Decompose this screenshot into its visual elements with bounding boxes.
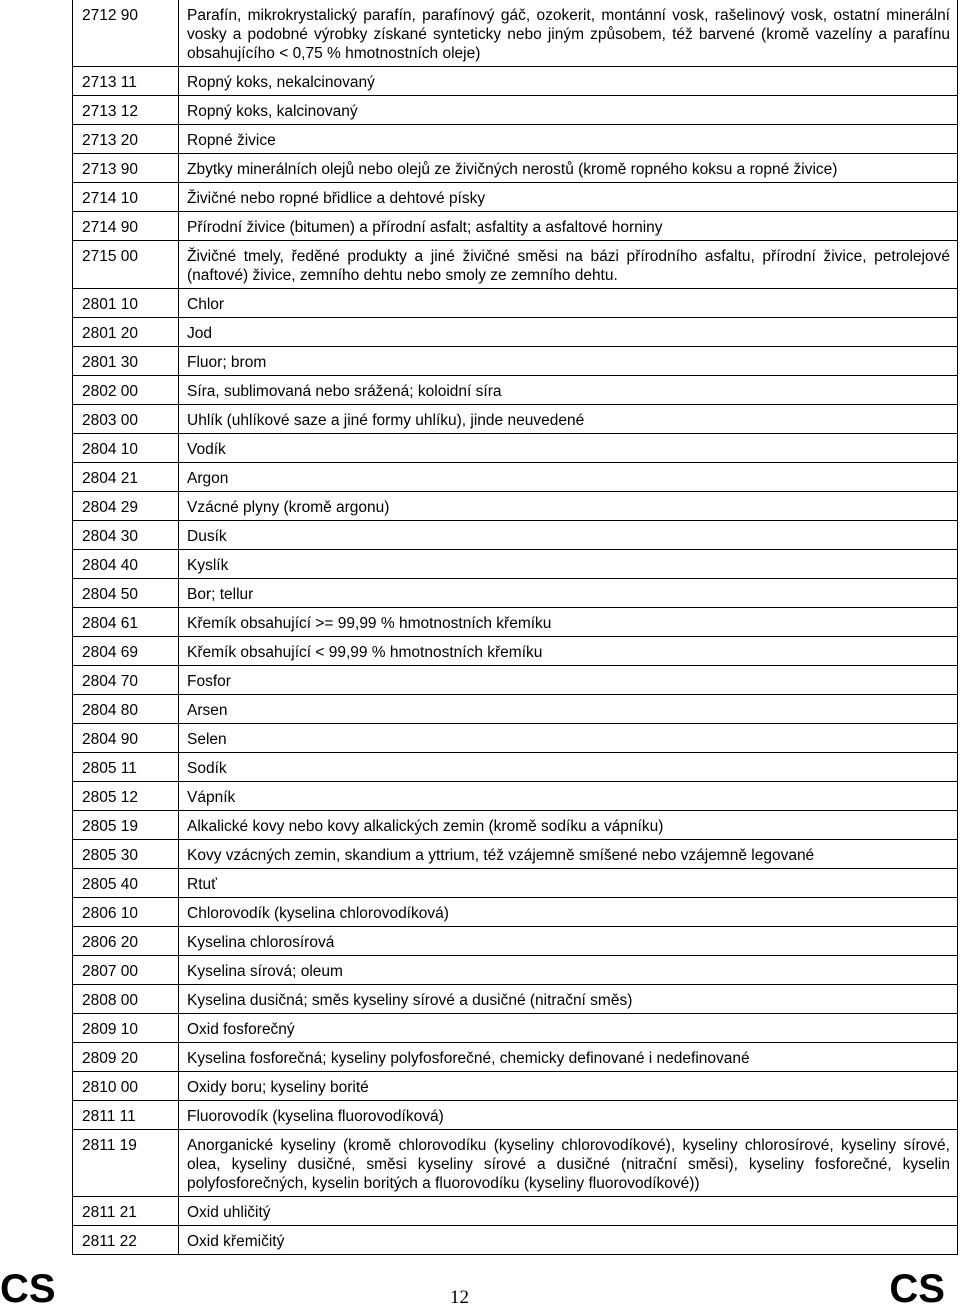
table-row [73,579,958,608]
table-row [73,666,958,695]
table-row [73,241,958,289]
code-cell: 2801 20 [73,318,179,347]
code-cell: 2804 21 [73,463,179,492]
table-row [73,521,958,550]
description-cell: Vzácné plyny (kromě argonu) [179,492,958,521]
code-cell: 2810 00 [73,1072,179,1101]
language-mark-right: CS [889,1267,945,1311]
description-cell: Alkalické kovy nebo kovy alkalických zemin (kromě sodíku a vápníku) [179,811,958,840]
table-row [73,753,958,782]
description-cell: Oxid křemičitý [179,1226,958,1255]
table-row [73,289,958,318]
table-row [73,1130,958,1197]
code-cell: 2803 00 [73,405,179,434]
table-row [73,1197,958,1226]
description-cell: Dusík [179,521,958,550]
code-cell: 2804 80 [73,695,179,724]
code-cell: 2715 00 [73,241,179,289]
code-cell: 2802 00 [73,376,179,405]
description-cell: Vápník [179,782,958,811]
code-cell: 2811 21 [73,1197,179,1226]
code-cell: 2804 90 [73,724,179,753]
code-cell: 2811 11 [73,1101,179,1130]
code-cell: 2811 22 [73,1226,179,1255]
description-cell: Křemík obsahující >= 99,99 % hmotnostních křemíku [179,608,958,637]
description-cell: Křemík obsahující < 99,99 % hmotnostních křemíku [179,637,958,666]
description-cell: Oxid fosforečný [179,1014,958,1043]
table-row [73,67,958,96]
table-row [73,96,958,125]
description-cell: Živičné nebo ropné břidlice a dehtové písky [179,183,958,212]
description-cell: Fosfor [179,666,958,695]
table-row [73,550,958,579]
table-row [73,1043,958,1072]
description-cell: Anorganické kyseliny (kromě chlorovodíku (kyseliny chlorovodíkové), kyseliny chlorosírové, kyseliny sírové, olea, kyseliny dusičné, směsi kyseliny sírové a dusičné (nitrační směsi), kyseliny fosforečné, kyselin polyfosforečných, kyselin boritých a fluorovodíku (kyseliny fluorovodíkové)) [179,1130,958,1197]
code-cell: 2804 70 [73,666,179,695]
table-row [73,434,958,463]
page-number: 12 [450,1287,469,1308]
table-row [73,0,958,67]
description-cell: Argon [179,463,958,492]
table-row [73,405,958,434]
description-cell: Jod [179,318,958,347]
table-row [73,724,958,753]
table-row [73,1014,958,1043]
code-cell: 2804 69 [73,637,179,666]
table-body [73,0,958,1255]
table-row [73,1226,958,1255]
table-row [73,869,958,898]
description-cell: Živičné tmely, ředěné produkty a jiné živičné směsi na bázi přírodního asfaltu, přírodní živice, petrolejové (naftové) živice, zemního dehtu nebo smoly ze zemního dehtu. [179,241,958,289]
table-row [73,637,958,666]
code-cell: 2806 10 [73,898,179,927]
table-row [73,695,958,724]
description-cell: Ropný koks, nekalcinovaný [179,67,958,96]
table-row [73,782,958,811]
table-row [73,318,958,347]
code-cell: 2804 29 [73,492,179,521]
table-row [73,463,958,492]
description-cell: Kyselina fosforečná; kyseliny polyfosforečné, chemicky definované i nedefinované [179,1043,958,1072]
description-cell: Rtuť [179,869,958,898]
code-cell: 2805 12 [73,782,179,811]
description-cell: Ropný koks, kalcinovaný [179,96,958,125]
table-row [73,898,958,927]
code-cell: 2806 20 [73,927,179,956]
description-cell: Selen [179,724,958,753]
tariff-code-table [72,0,958,1255]
description-cell: Přírodní živice (bitumen) a přírodní asfalt; asfaltity a asfaltové horniny [179,212,958,241]
code-cell: 2804 61 [73,608,179,637]
description-cell: Vodík [179,434,958,463]
description-cell: Parafín, mikrokrystalický parafín, parafínový gáč, ozokerit, montánní vosk, rašelinový vosk, ostatní minerální vosky a podobné výrobky získané synteticky nebo jiným způsobem, též barvené (kromě vazelíny a parafínu obsahujícího < 0,75 % hmotnostních oleje) [179,0,958,67]
description-cell: Fluorovodík (kyselina fluorovodíková) [179,1101,958,1130]
table-row [73,840,958,869]
table-row [73,125,958,154]
code-cell: 2712 90 [73,0,179,67]
language-mark-left: CS [0,1267,56,1311]
description-cell: Arsen [179,695,958,724]
description-cell: Oxid uhličitý [179,1197,958,1226]
table-row [73,811,958,840]
table-row [73,956,958,985]
table-row [73,347,958,376]
code-cell: 2805 19 [73,811,179,840]
code-cell: 2809 10 [73,1014,179,1043]
code-cell: 2714 90 [73,212,179,241]
description-cell: Kyselina sírová; oleum [179,956,958,985]
code-cell: 2809 20 [73,1043,179,1072]
code-cell: 2714 10 [73,183,179,212]
code-cell: 2811 19 [73,1130,179,1197]
code-cell: 2713 12 [73,96,179,125]
description-cell: Chlor [179,289,958,318]
description-cell: Kyselina dusičná; směs kyseliny sírové a dusičné (nitrační směs) [179,985,958,1014]
description-cell: Chlorovodík (kyselina chlorovodíková) [179,898,958,927]
code-cell: 2808 00 [73,985,179,1014]
description-cell: Ropné živice [179,125,958,154]
description-cell: Sodík [179,753,958,782]
description-cell: Bor; tellur [179,579,958,608]
code-cell: 2804 30 [73,521,179,550]
description-cell: Kyslík [179,550,958,579]
table-row [73,1072,958,1101]
code-cell: 2713 11 [73,67,179,96]
description-cell: Kyselina chlorosírová [179,927,958,956]
code-cell: 2805 30 [73,840,179,869]
code-cell: 2804 50 [73,579,179,608]
code-cell: 2713 90 [73,154,179,183]
table-row [73,154,958,183]
description-cell: Síra, sublimovaná nebo srážená; koloidní síra [179,376,958,405]
code-cell: 2805 40 [73,869,179,898]
table-row [73,376,958,405]
table-row [73,492,958,521]
code-cell: 2713 20 [73,125,179,154]
code-cell: 2807 00 [73,956,179,985]
description-cell: Uhlík (uhlíkové saze a jiné formy uhlíku), jinde neuvedené [179,405,958,434]
code-cell: 2805 11 [73,753,179,782]
description-cell: Oxidy boru; kyseliny borité [179,1072,958,1101]
code-cell: 2804 40 [73,550,179,579]
code-cell: 2801 10 [73,289,179,318]
table-row [73,212,958,241]
table-row [73,985,958,1014]
description-cell: Zbytky minerálních olejů nebo olejů ze živičných nerostů (kromě ropného koksu a ropné živice) [179,154,958,183]
table-row [73,608,958,637]
table-row [73,927,958,956]
description-cell: Fluor; brom [179,347,958,376]
table-row [73,1101,958,1130]
code-cell: 2804 10 [73,434,179,463]
description-cell: Kovy vzácných zemin, skandium a yttrium, též vzájemně smíšené nebo vzájemně legované [179,840,958,869]
code-cell: 2801 30 [73,347,179,376]
table-row [73,183,958,212]
page-footer [0,1265,960,1310]
